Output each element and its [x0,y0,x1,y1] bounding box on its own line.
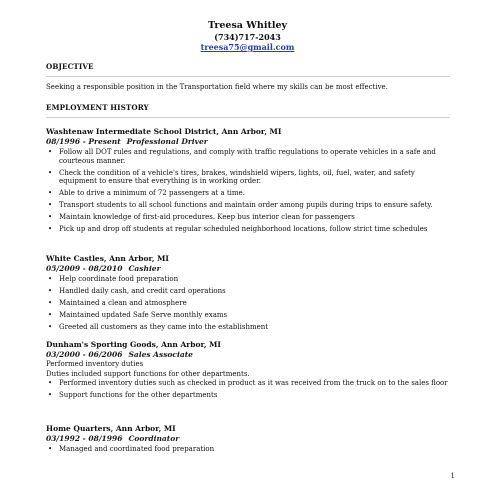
bullet-dot-icon: • [48,189,53,198]
job-dates: 08/1996 - Present [46,137,121,146]
duty-item: • Able to drive a minimum of 72 passengers at a time. [48,189,245,198]
duty-item: • Follow all DOT rules and regulations, and comply with traffic regulations to operate vehicles in a safe and courteous manner. [48,148,436,165]
duty-item: • Pick up and drop off students at regular scheduled neighborhood locations, follow strict time schedules [48,225,428,234]
bullet-dot-icon: • [48,201,53,210]
job-employer: Dunham's Sporting Goods, Ann Arbor, MI [46,340,221,349]
bullet-dot-icon: • [48,148,53,156]
employment-divider [46,117,450,118]
objective-divider [46,76,450,77]
bullet-dot-icon: • [48,298,53,307]
bullet-dot-icon: • [48,445,53,453]
job-summary-line: Duties included support functions for other departments. [46,370,250,378]
job-entry [46,340,450,403]
bullet-dot-icon: • [48,225,53,234]
duty-item: • Transport students to all school functions and maintain order among pupils during trips to ensure safety. [48,201,433,210]
job-dates: 05/2009 - 08/2010 [46,264,123,273]
job-duties-list [46,148,450,234]
objective-text: Seeking a responsible position in the Transportation field where my skills can be most effective. [46,83,388,91]
job-summary-line: Performed inventory duties [46,360,144,368]
job-title: Cashier [128,264,161,273]
job-employer: Home Quarters, Ann Arbor, MI [46,424,176,433]
job-dates-line [46,434,450,443]
duty-item: • Maintained updated Safe Serve monthly exams [48,310,228,319]
bullet-dot-icon: • [48,168,53,177]
bullet-dot-icon: • [48,286,53,295]
job-duties-list [46,445,450,454]
candidate-name: Treesa Whitley [207,20,288,31]
bullet-dot-icon: • [48,322,53,331]
duty-item: • Support functions for the other departments [48,390,218,399]
duty-item: • Maintain knowledge of first-aid procedures. Keep bus interior clean for passengers [48,213,355,222]
job-dates-line [46,264,450,273]
duty-item: • Performed inventory duties such as checked in product as it was received from the truck on to the sales floor [48,379,448,387]
duty-item: • Managed and coordinated food preparation [48,445,215,453]
duty-item: • Help coordinate food preparation [48,275,179,283]
job-dates: 03/1992 - 08/1996 [46,434,123,443]
duty-item: • Greeted all customers as they came into the establishment [48,322,269,331]
job-entry [46,254,450,335]
duty-item: • Maintained a clean and atmosphere [48,298,187,307]
job-employer: White Castles, Ann Arbor, MI [46,254,169,263]
job-employer: Washtenaw Intermediate School District, Ann Arbor, MI [46,127,282,136]
bullet-dot-icon: • [48,379,53,387]
job-entry [46,127,450,237]
duty-item: • Check the condition of a vehicle's tires, brakes, windshield wipers, lights, oil, fuel, water, and safety equipment to ensure that everything is in working order. [48,168,415,186]
bullet-dot-icon: • [48,213,53,222]
bullet-dot-icon: • [48,390,53,399]
job-title: Coordinator [128,434,180,443]
candidate-phone: (734)717-2043 [214,32,281,42]
job-duties-list [46,275,450,332]
job-entry [46,424,450,457]
bullet-dot-icon: • [48,275,53,283]
job-title: Professional Driver [126,137,208,146]
page-number: 1 [450,472,455,480]
duty-item: • Handled daily cash, and credit card operations [48,286,226,295]
job-dates-line [46,137,450,146]
employment-heading: EMPLOYMENT HISTORY [46,103,149,112]
job-dates: 03/2000 - 06/2006 [46,350,123,359]
objective-heading: OBJECTIVE [46,62,94,71]
candidate-email-link[interactable]: treesa75@gmail.com [200,42,295,52]
job-duties-list [46,379,450,400]
job-title: Sales Associate [128,350,193,359]
bullet-dot-icon: • [48,310,53,319]
job-dates-line [46,350,450,359]
